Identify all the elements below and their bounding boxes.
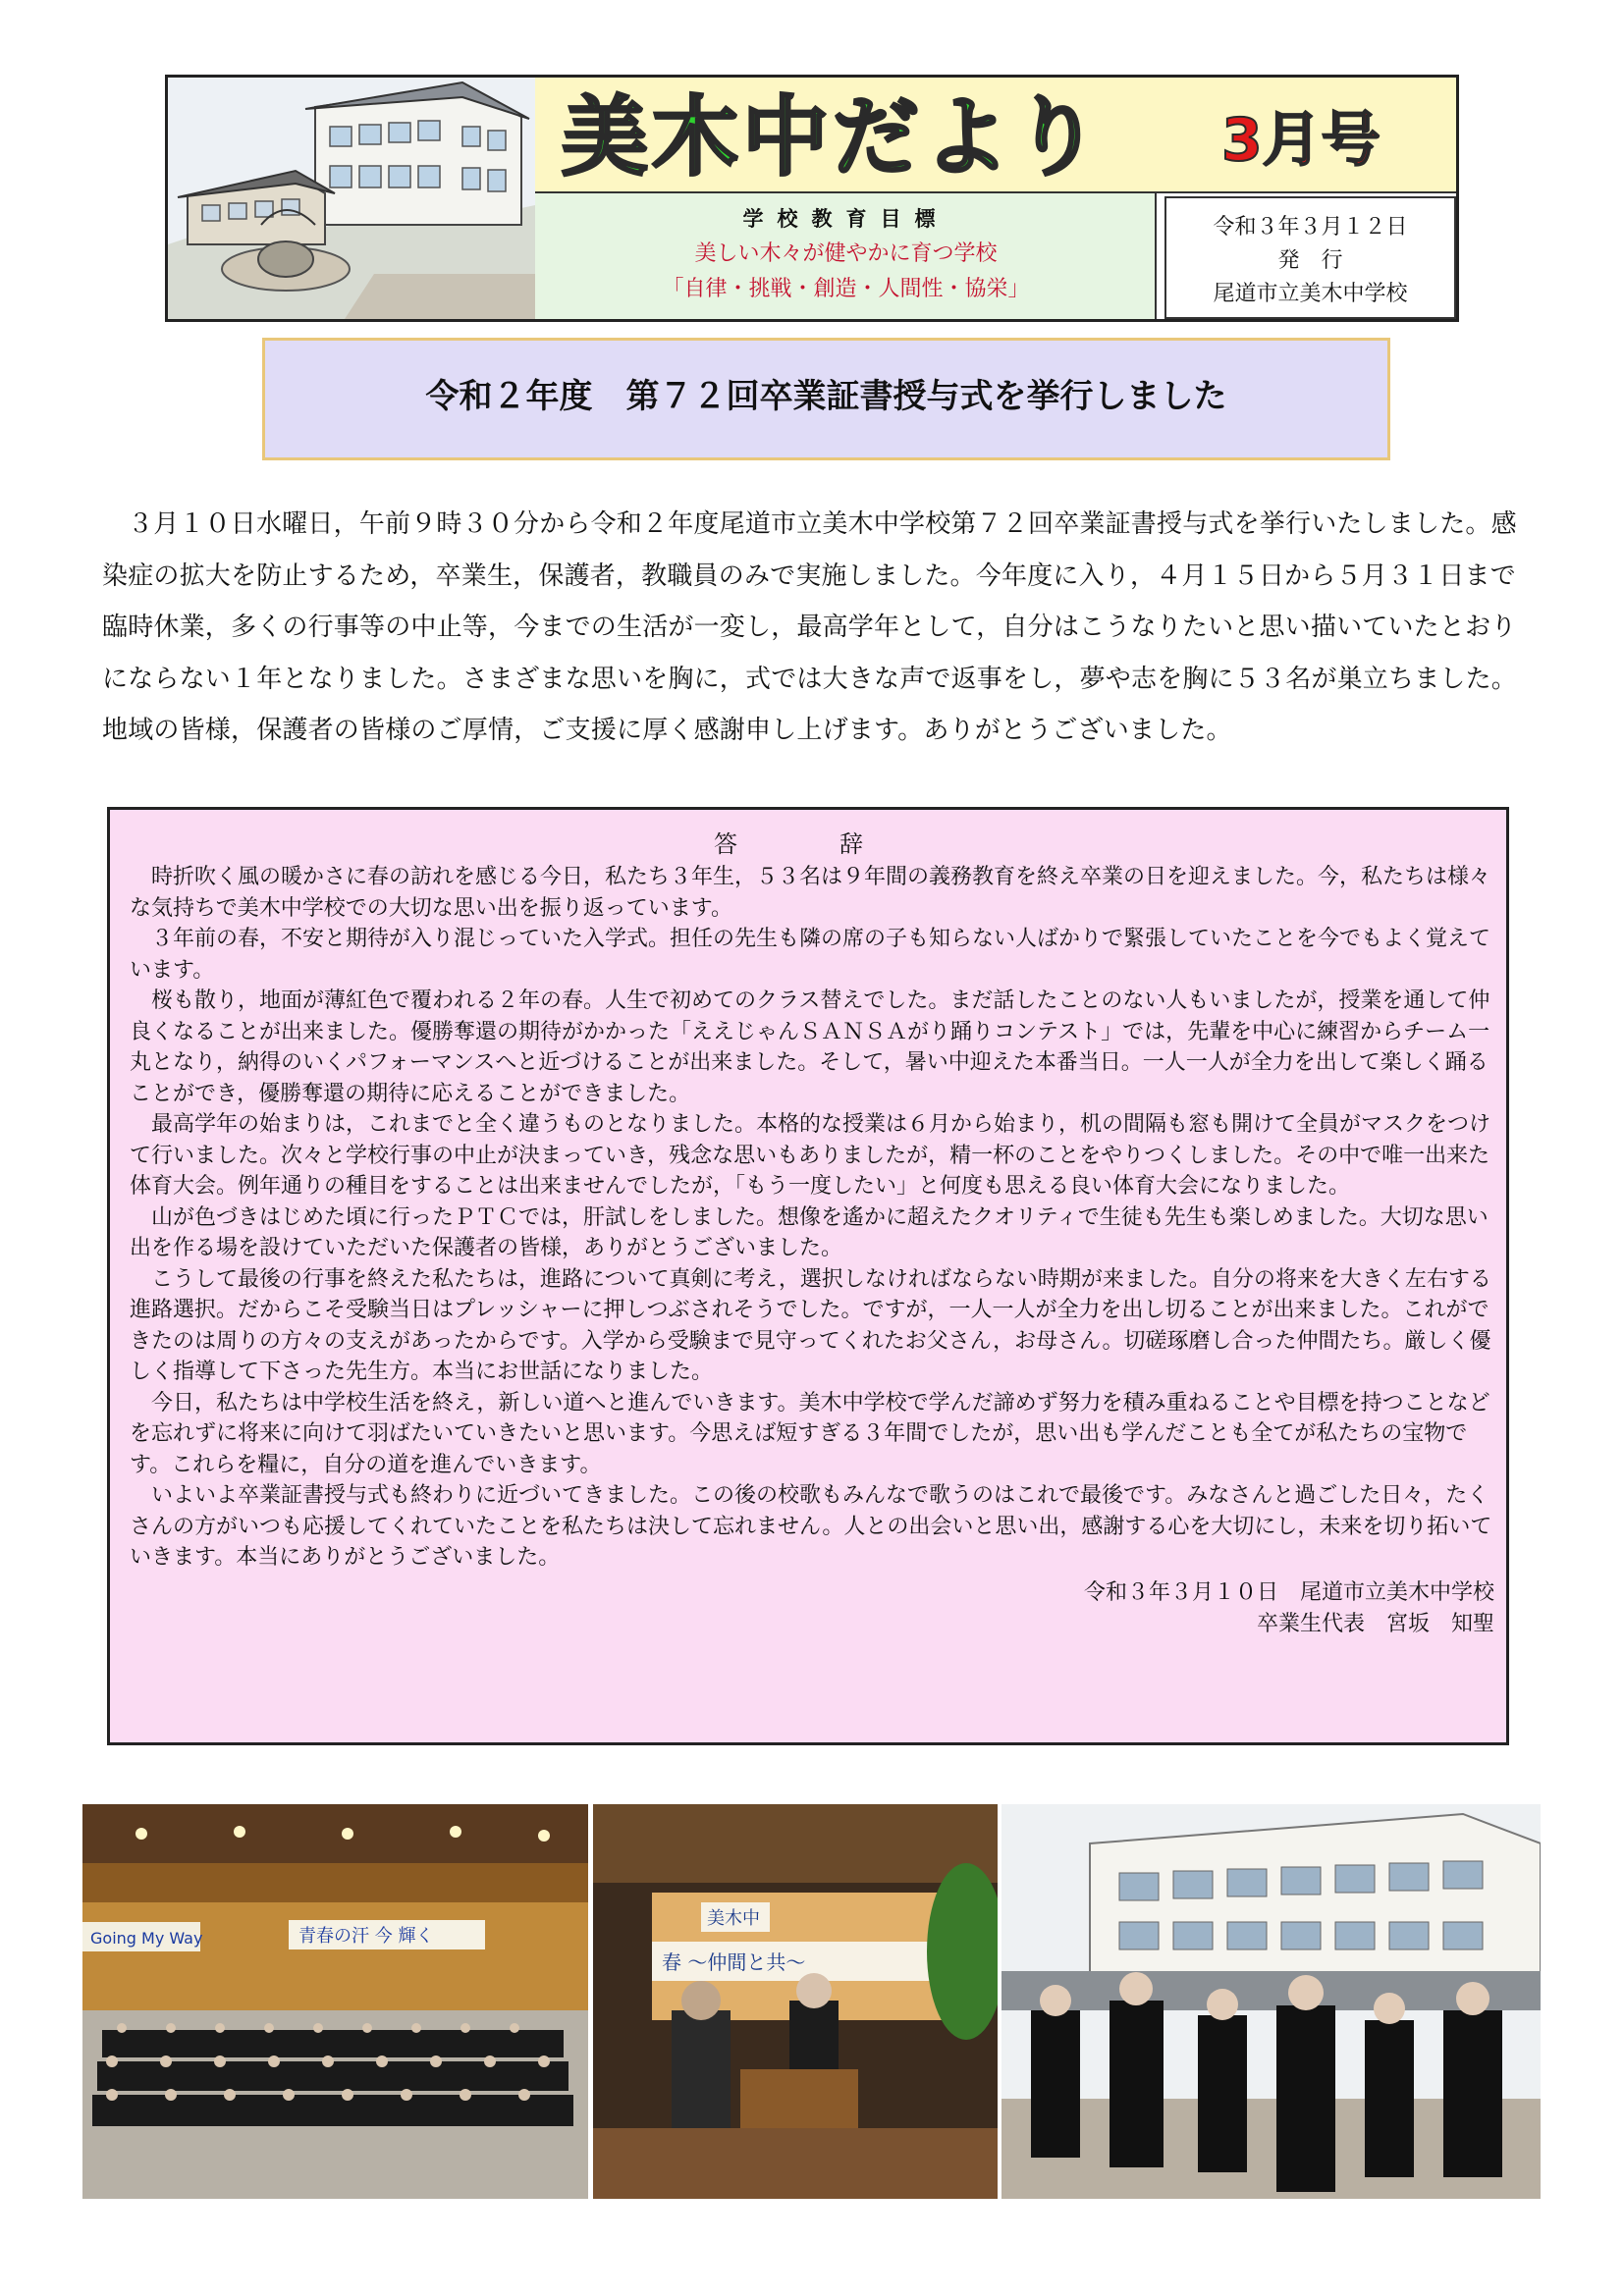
speech-body <box>130 862 1494 1640</box>
publication-date: 令和３年３月１２日 <box>1213 215 1408 240</box>
gym-banner-center: 青春の汗 今 輝く <box>298 1926 434 1947</box>
speech-title: 答 辞 <box>714 830 902 858</box>
intro-text: ３月１０日水曜日，午前９時３０分から令和２年度尾道市立美木中学校第７２回卒業証書授与式を挙行いたしました。感染症の拡大を防止するため，卒業生，保護者，教職員のみで実施しました。今年度に入り，４月１５日から５月３１日まで臨時休業，多くの行事等の中止等，今までの生活が一変し，最高学年として，自分はこうなりたいと思い描いていたとおりにならない１年となりました。さまざまな思いを胸に，式では大きな声で返事をし，夢や志を胸に５３名が巣立ちました。地域の皆様，保護者の皆様のご厚情，ご支援に厚く感謝申し上げます。ありがとうございました。 <box>102 509 1518 745</box>
photo-graduates-outside <box>1001 1804 1541 2199</box>
school-goals-box <box>535 193 1157 319</box>
photo-certificate-presentation <box>593 1804 998 2199</box>
publication-info-box <box>1164 196 1456 319</box>
speech-paragraph: 桜も散り，地面が薄紅色で覆われる２年の春。人生で初めてのクラス替えでした。まだ話したことのない人もいましたが，授業を通して仲良くなることが出来ました。優勝奪還の期待がかかった「ええじゃんＳＡＮＳＡがり踊りコンテスト」では，先輩を中心に練習からチーム一丸となり，納得のいくパフォーマンスへと近づけることが出来ました。そして，暑い中迎えた本番当日。一人一人が全力を出して楽しく踊ることができ，優勝奪還の期待に応えることができました。 <box>130 988 1490 1106</box>
speech-paragraph: ３年前の春，不安と期待が入り混じっていた入学式。担任の先生も隣の席の子も知らない人ばかりで緊張していたことを今でもよく覚えています。 <box>130 927 1491 983</box>
speech-paragraph: 山が色づきはじめた頃に行ったＰＴＣでは，肝試しをしました。想像を遙かに超えたクオリティで生徒も先生も楽しめました。大切な思い出を作る場を設けていただいた保護者の皆様，ありがとうございました。 <box>130 1204 1489 1260</box>
speech-paragraph: 今日，私たちは中学校生活を終え，新しい道へと進んでいきます。美木中学校で学んだ諦めず努力を積み重ねることや目標を持つことなどを忘れずに将来に向けて羽ばたいていきたいと思います。今思えば短すぎる３年間でしたが，思い出も学んだことも全てが私たちの宝物です。これらを糧に，自分の道を進んでいきます。 <box>130 1390 1490 1477</box>
gym-banner-left: Going My Way <box>90 1929 203 1948</box>
newsletter-title: 美木中だより <box>562 86 1105 187</box>
speech-paragraph: いよいよ卒業証書授与式も終わりに近づいてきました。この後の校歌もみんなで歌うのはこれで最後です。みなさんと過ごした日々，たくさんの方がいつも応援してくれていたことを私たちは決して忘れません。人との出会いと思い出，感謝する心を大切にし，未来を切り拓いていきます。本当にありがとうございました。 <box>130 1483 1492 1570</box>
stage-sign: 美木中 <box>707 1908 760 1929</box>
intro-paragraph <box>102 499 1526 757</box>
speech-paragraph: 最高学年の始まりは，これまでと全く違うものとなりました。本格的な授業は６月から始まり，机の間隔も窓も開けて全員がマスクをつけて行いました。次々と学校行事の中止が決まっていき，残念な思いもありましたが，精一杯のことをやりつくしました。その中で唯一出来た体育大会。例年通りの種目をすることは出来ませんでしたが，「もう一度したい」と何度も思える良い体育大会になりました。 <box>130 1112 1491 1199</box>
speech-paragraph: こうして最後の行事を終えた私たちは，進路について真剣に考え，選択しなければならない時期が来ました。自分の将来を大きく左右する進路選択。だからこそ受験当日はプレッシャーに押しつぶされそうでした。ですが，一人一人が全力を出し切ることが出来ました。これができたのは周りの方々の支えがあったからです。入学から受験まで見守ってくれたお父さん，お母さん。切磋琢磨し合った仲間たち。厳しく優しく指導して下さった先生方。本当にお世話になりました。 <box>130 1266 1491 1384</box>
issue-label: 3月号 <box>1221 106 1380 175</box>
school-building-illustration <box>168 78 535 319</box>
goals-values: 「自律・挑戦・創造・人間性・協栄」 <box>662 277 1030 301</box>
stage-banner: 春 〜仲間と共〜 <box>662 1950 806 1974</box>
headline: 令和２年度 第７２回卒業証書授与式を挙行しました <box>425 377 1227 416</box>
goals-motto: 美しい木々が健やかに育つ学校 <box>694 241 998 266</box>
publication-issued: 発 行 <box>1277 248 1343 273</box>
speech-paragraph: 時折吹く風の暖かさに春の訪れを感じる今日，私たち３年生，５３名は９年間の義務教育を終え卒業の日を迎えました。今，私たちは様々な気持ちで美木中学校での大切な思い出を振り返っています。 <box>130 865 1491 921</box>
signature-date: 令和３年３月１０日 尾道市立美木中学校 <box>1083 1579 1494 1605</box>
publisher-name: 尾道市立美木中学校 <box>1213 282 1408 306</box>
goals-heading: 学校教育目標 <box>742 207 949 231</box>
signature-name: 卒業生代表 宮坂 知聖 <box>1256 1611 1494 1636</box>
photo-gymnasium-ceremony <box>82 1804 588 2199</box>
